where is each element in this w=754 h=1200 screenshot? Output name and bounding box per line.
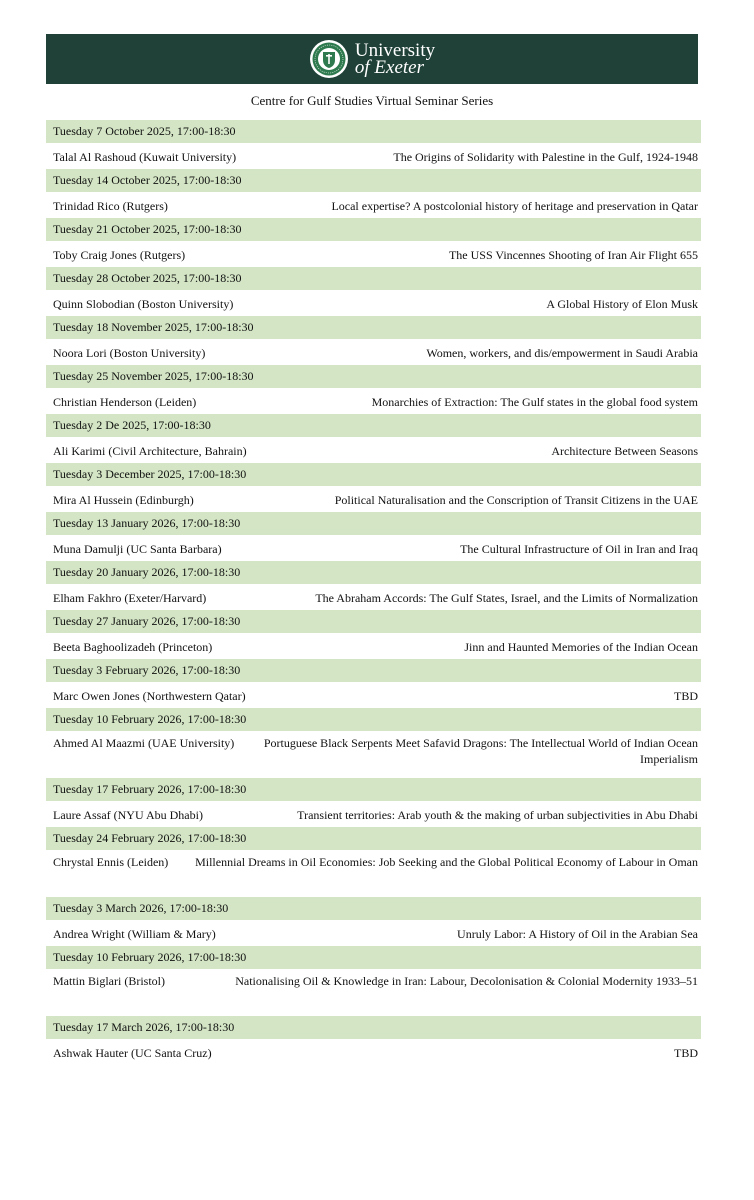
university-name-line1: University — [354, 40, 436, 61]
session-speaker: Ahmed Al Maazmi (UAE University) — [53, 736, 235, 750]
session-row — [46, 851, 701, 897]
session-row — [46, 732, 701, 778]
session-date: Tuesday 3 February 2026, 17:00-18:30 — [46, 659, 701, 682]
session-speaker: Christian Henderson (Leiden) — [53, 394, 197, 409]
session-row — [46, 193, 701, 218]
session-speaker: Laure Assaf (NYU Abu Dhabi) — [53, 807, 203, 822]
session-date: Tuesday 21 October 2025, 17:00-18:30 — [46, 218, 701, 241]
session-date: Tuesday 10 February 2026, 17:00-18:30 — [46, 946, 701, 969]
session-speaker: Ashwak Hauter (UC Santa Cruz) — [53, 1045, 212, 1060]
session-speaker: Mira Al Hussein (Edinburgh) — [53, 492, 194, 507]
session-row — [46, 802, 701, 827]
session-title: Millennial Dreams in Oil Economies: Job Seeking and the Global Political Economy of Labour in Oman — [195, 855, 698, 869]
session-speaker: Marc Owen Jones (Northwestern Qatar) — [53, 688, 246, 703]
session-date: Tuesday 17 February 2026, 17:00-18:30 — [46, 778, 701, 801]
session-title: The USS Vincennes Shooting of Iran Air Flight 655 — [448, 247, 698, 262]
session-row — [46, 536, 701, 561]
session-row — [46, 144, 701, 169]
session-speaker: Chrystal Ennis (Leiden) — [53, 855, 169, 869]
session-speaker: Noora Lori (Boston University) — [53, 345, 206, 360]
session-date: Tuesday 3 March 2026, 17:00-18:30 — [46, 897, 701, 920]
session-date: Tuesday 24 February 2026, 17:00-18:30 — [46, 827, 701, 850]
session-speaker: Elham Fakhro (Exeter/Harvard) — [53, 590, 207, 605]
session-date: Tuesday 28 October 2025, 17:00-18:30 — [46, 267, 701, 290]
session-speaker: Ali Karimi (Civil Architecture, Bahrain) — [53, 443, 247, 458]
session-row — [46, 1040, 701, 1065]
session-title: Jinn and Haunted Memories of the Indian Ocean — [464, 639, 698, 654]
session-row — [46, 389, 701, 414]
session-speaker: Trinidad Rico (Rutgers) — [53, 198, 168, 213]
session-row — [46, 634, 701, 659]
session-row — [46, 340, 701, 365]
session-title: Local expertise? A postcolonial history of heritage and preservation in Qatar — [331, 198, 698, 213]
session-row — [46, 438, 701, 463]
session-date: Tuesday 27 January 2026, 17:00-18:30 — [46, 610, 701, 633]
university-name-line2: of Exeter — [354, 57, 424, 78]
university-logo — [309, 39, 435, 79]
session-title: TBD — [674, 1045, 698, 1060]
session-row — [46, 291, 701, 316]
session-date: Tuesday 14 October 2025, 17:00-18:30 — [46, 169, 701, 192]
session-speaker: Andrea Wright (William & Mary) — [53, 926, 216, 941]
session-title: The Abraham Accords: The Gulf States, Israel, and the Limits of Normalization — [315, 590, 698, 605]
session-date: Tuesday 7 October 2025, 17:00-18:30 — [46, 120, 701, 143]
session-speaker: Muna Damulji (UC Santa Barbara) — [53, 541, 222, 556]
session-title: Portuguese Black Serpents Meet Safavid Dragons: The Intellectual World of Indian Ocean Imperialism — [263, 736, 698, 766]
session-row — [46, 242, 701, 267]
seminar-schedule — [46, 120, 701, 1065]
session-speaker: Talal Al Rashoud (Kuwait University) — [53, 149, 237, 164]
session-date: Tuesday 3 December 2025, 17:00-18:30 — [46, 463, 701, 486]
session-row — [46, 921, 701, 946]
session-title: Transient territories: Arab youth & the making of urban subjectivities in Abu Dhabi — [297, 807, 698, 822]
session-speaker: Toby Craig Jones (Rutgers) — [53, 247, 186, 262]
session-date: Tuesday 18 November 2025, 17:00-18:30 — [46, 316, 701, 339]
session-date: Tuesday 10 February 2026, 17:00-18:30 — [46, 708, 701, 731]
university-seal-icon — [309, 39, 349, 79]
session-speaker: Beeta Baghoolizadeh (Princeton) — [53, 639, 213, 654]
session-title: Architecture Between Seasons — [551, 443, 698, 458]
session-title: The Cultural Infrastructure of Oil in Iran and Iraq — [460, 541, 698, 556]
session-row — [46, 683, 701, 708]
session-row — [46, 970, 701, 1016]
session-title: Monarchies of Extraction: The Gulf states in the global food system — [371, 394, 698, 409]
session-title: Political Naturalisation and the Conscription of Transit Citizens in the UAE — [334, 492, 698, 507]
university-banner — [46, 34, 698, 84]
session-date: Tuesday 25 November 2025, 17:00-18:30 — [46, 365, 701, 388]
session-date: Tuesday 20 January 2026, 17:00-18:30 — [46, 561, 701, 584]
session-date: Tuesday 13 January 2026, 17:00-18:30 — [46, 512, 701, 535]
university-wordmark — [355, 42, 435, 76]
session-title: Women, workers, and dis/empowerment in Saudi Arabia — [426, 345, 698, 360]
session-row — [46, 487, 701, 512]
session-title: TBD — [674, 688, 698, 703]
session-title: A Global History of Elon Musk — [546, 296, 698, 311]
session-date: Tuesday 2 De 2025, 17:00-18:30 — [46, 414, 701, 437]
session-title: The Origins of Solidarity with Palestine in the Gulf, 1924-1948 — [393, 149, 698, 164]
session-speaker: Mattin Biglari (Bristol) — [53, 974, 165, 988]
session-row — [46, 585, 701, 610]
session-speaker: Quinn Slobodian (Boston University) — [53, 296, 234, 311]
session-title: Nationalising Oil & Knowledge in Iran: Labour, Decolonisation & Colonial Modernity 1933–51 — [235, 974, 698, 988]
session-title: Unruly Labor: A History of Oil in the Arabian Sea — [457, 926, 698, 941]
session-date: Tuesday 17 March 2026, 17:00-18:30 — [46, 1016, 701, 1039]
series-title: Centre for Gulf Studies Virtual Seminar Series — [250, 93, 494, 108]
